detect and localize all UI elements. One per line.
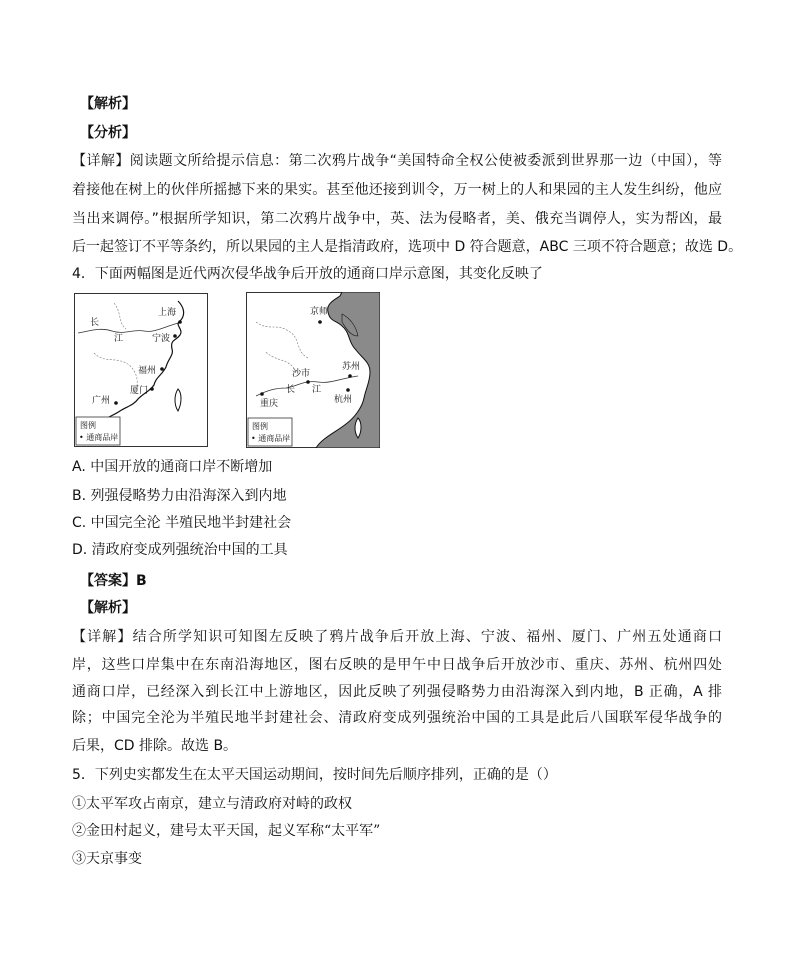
option-c: C. 中国完全沦 半殖民地半封建社会 — [72, 515, 292, 531]
legend-item: • 通商品岸 — [79, 433, 119, 442]
legend-title: 图例 — [252, 422, 268, 431]
port-dot — [346, 388, 350, 392]
option-d: D. 清政府变成列强统治中国的工具 — [72, 542, 288, 558]
port-dot — [173, 334, 177, 338]
q5-item-1: ①太平军攻占南京，建立与清政府对峙的政权 — [72, 796, 352, 812]
question-5-stem: 5．下列史实都发生在太平天国运动期间，按时间先后顺序排列，正确的是（） — [72, 767, 557, 783]
port-dot — [260, 392, 264, 396]
map-right — [246, 292, 380, 448]
map-left-figure — [74, 293, 208, 447]
label-guangzhou: 广州 — [92, 396, 111, 406]
label-chang: 长 — [90, 318, 100, 328]
map-right-figure — [246, 292, 380, 448]
label-suzhou: 苏州 — [342, 362, 361, 372]
label-shanghai: 上海 — [158, 308, 177, 318]
question-4-stem: 4．下面两幅图是近代两次侵华战争后开放的通商口岸示意图，其变化反映了 — [72, 266, 543, 282]
port-dot — [114, 401, 118, 405]
label-chang: 长 — [286, 385, 296, 395]
label-shashi: 沙市 — [292, 369, 311, 379]
detail-line: 除；中国完全沦为半殖民地半封建社会、清政府变成列强统治中国的工具是此后八国联军侵华战争的 — [72, 710, 722, 726]
detail-line: 【详解】阅读题文所给提示信息：第二次鸦片战争“美国特命全权公使被委派到世界那一边（中国），等 — [72, 153, 722, 169]
detail-line: 通商口岸，已经深入到长江中上游地区，因此反映了列强侵略势力由沿海深入到内地，B 正确，A 排 — [72, 684, 722, 700]
label-ningbo: 宁波 — [152, 334, 171, 344]
q5-item-2: ②金田村起义，建号太平天国，起义军称“太平军” — [72, 823, 381, 839]
jiexi-heading: 【解析】 — [80, 96, 136, 112]
detail-line: 【详解】结合所学知识可知图左反映了鸦片战争后开放上海、宁波、福州、厦门、广州五处通商口 — [72, 629, 722, 645]
detail-line: 当出来调停。”根据所学知识，第二次鸦片战争中，英、法为侵略者，美、俄充当调停人，实为帮凶，最 — [72, 211, 722, 227]
port-dot — [318, 320, 322, 324]
port-dot — [178, 320, 182, 324]
option-a: A. 中国开放的通商口岸不断增加 — [72, 459, 273, 475]
answer-line: 【答案】B — [80, 573, 147, 589]
option-b: B. 列强侵略势力由沿海深入到内地 — [72, 488, 287, 504]
port-dot — [160, 367, 164, 371]
legend-item: • 通商品岸 — [251, 434, 291, 443]
port-dot — [150, 387, 154, 391]
fenxi-heading: 【分析】 — [80, 125, 136, 141]
label-fuzhou: 福州 — [138, 366, 157, 376]
detail-line: 后果，CD 排除。故选 B。 — [72, 738, 238, 754]
label-xiamen: 厦门 — [130, 386, 149, 396]
q5-item-3: ③天京事变 — [72, 851, 142, 867]
taiwan-island — [355, 418, 361, 438]
detail-line: 着接他在树上的伙伴所摇撼下来的果实。甚至他还接到训令，万一树上的人和果园的主人发生纠纷，他应 — [72, 182, 722, 198]
detail-line: 岸，这些口岸集中在东南沿海地区，图右反映的是甲午中日战争后开放沙市、重庆、苏州、杭州四处 — [72, 657, 722, 673]
label-chongqing: 重庆 — [260, 399, 279, 409]
detail-line: 后一起签订不平等条约，所以果园的主人是指清政府，选项中 D 符合题意，ABC 三项不符合题意；故选 D。 — [72, 239, 743, 255]
port-dot — [306, 380, 310, 384]
jiexi-heading-q4: 【解析】 — [80, 600, 136, 616]
port-dot — [348, 374, 352, 378]
label-jiang: 江 — [114, 334, 124, 344]
label-hangzhou: 杭州 — [334, 395, 353, 405]
label-jiang: 江 — [312, 385, 322, 395]
legend-title: 图例 — [80, 421, 96, 430]
label-jingshi: 京师 — [310, 307, 329, 317]
map-left — [74, 293, 208, 447]
